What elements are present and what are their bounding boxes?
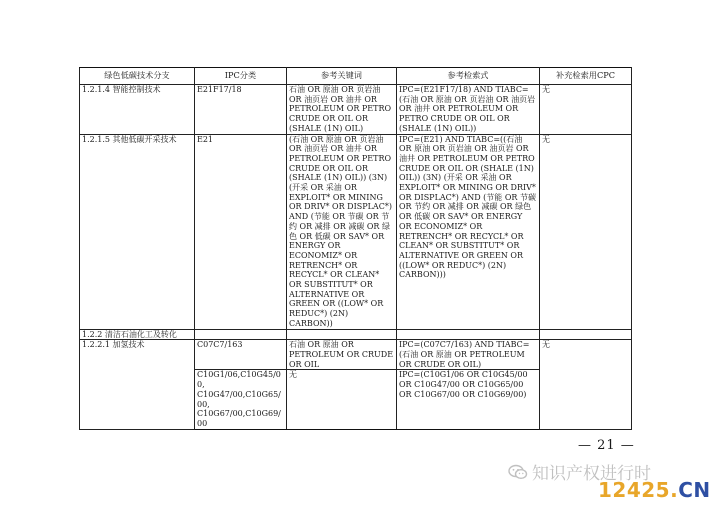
patent-search-table — [79, 67, 632, 430]
cell-cpc: 无 — [540, 134, 632, 329]
cell-branch: 1.2.1.5 其他低碳开采技术 — [80, 134, 195, 329]
cell-cpc: 无 — [540, 340, 632, 429]
cell-query: IPC=(E21) AND TIABC=((石油 OR 原油 OR 页岩油 OR 油页岩 OR 油井 OR PETROLEUM OR PETRO CRUDE OR OIL OR (SHALE (1N) OIL)) (3N) (开采 OR 采油 OR EXPLOIT* OR MINING OR DRIV* OR DISPLAC*) AND (节能 OR 节碳 OR 节约 OR 减排 OR 减碳 OR 绿色 OR 低碳 OR SAV* OR ENERGY OR ECONOMIZ* OR RETRENCH* OR RECYCL* OR CLEAN* OR SUBSTITUT* OR ALTERNATIVE OR GREEN OR ((LOW* OR REDUC*) (2N) CARBON))) — [397, 134, 540, 329]
table-row — [80, 85, 632, 135]
site-digits: 12425. — [598, 478, 679, 502]
cell-cpc: 无 — [540, 85, 632, 135]
cell-branch: 1.2.2 清洁石油化工及转化 — [80, 329, 195, 340]
cell-ipc — [195, 329, 287, 340]
header-branch: 绿色低碳技术分支 — [80, 68, 195, 85]
cell-keywords: (石油 OR 原油 OR 页岩油 OR 油页岩 OR 油井 OR PETROLEUM OR PETRO CRUDE OR OIL OR (SHALE (1N) OIL)) (3N) (开采 OR 采油 OR EXPLOIT* OR MINING OR DRIV* OR DISPLAC*) AND (节能 OR 节碳 OR 节约 OR 减排 OR 减碳 OR 绿色 OR 低碳 OR SAV* OR ENERGY OR ECONOMIZ* OR RETRENCH* OR RECYCL* OR CLEAN* OR SUBSTITUT* OR ALTERNATIVE OR GREEN OR ((LOW* OR REDUC*) (2N) CARBON)) — [287, 134, 397, 329]
table-row — [80, 329, 632, 340]
cell-ipc: E21F17/18 — [195, 85, 287, 135]
page-number: — 21 — — [578, 438, 635, 453]
cell-branch: 1.2.2.1 加氢技术 — [80, 340, 195, 429]
table-row — [80, 134, 632, 329]
cell-keywords: 石油 OR 原油 OR 页岩油 OR 油页岩 OR 油井 OR PETROLEUM OR PETRO CRUDE OR OIL OR (SHALE (1N) OIL) — [287, 85, 397, 135]
header-cpc: 补充检索用CPC — [540, 68, 632, 85]
site-watermark — [598, 478, 711, 502]
header-ipc: IPC分类 — [195, 68, 287, 85]
cell-branch: 1.2.1.4 智能控制技术 — [80, 85, 195, 135]
header-query: 参考检索式 — [397, 68, 540, 85]
cell-keywords: 无 — [287, 370, 397, 429]
table-row — [80, 340, 632, 370]
cell-ipc: C07C7/163 — [195, 340, 287, 370]
cell-query — [397, 329, 540, 340]
cell-query: IPC=(C10G1/06 OR C10G45/00 OR C10G47/00 OR C10G65/00 OR C10G67/00 OR C10G69/00) — [397, 370, 540, 429]
header-keywords: 参考关键词 — [287, 68, 397, 85]
cell-keywords: 石油 OR 原油 OR PETROLEUM OR CRUDE OR OIL — [287, 340, 397, 370]
table-header-row — [80, 68, 632, 85]
cell-keywords — [287, 329, 397, 340]
cell-ipc: E21 — [195, 134, 287, 329]
cell-ipc: C10G1/06,C10G45/00, C10G47/00,C10G65/00, C10G67/00,C10G69/00 — [195, 370, 287, 429]
wechat-account-name: 知识产权进行时 — [532, 464, 651, 484]
cell-query: IPC=(C07C7/163) AND TIABC=(石油 OR 原油 OR PETROLEUM OR CRUDE OR OIL) — [397, 340, 540, 370]
site-domain: CN — [678, 478, 711, 502]
cell-cpc — [540, 329, 632, 340]
wechat-icon — [508, 464, 528, 480]
cell-query: IPC=(E21F17/18) AND TIABC=(石油 OR 原油 OR 页岩油 OR 油页岩 OR 油井 OR PETROLEUM OR PETRO CRUDE OR OIL OR (SHALE (1N) OIL)) — [397, 85, 540, 135]
